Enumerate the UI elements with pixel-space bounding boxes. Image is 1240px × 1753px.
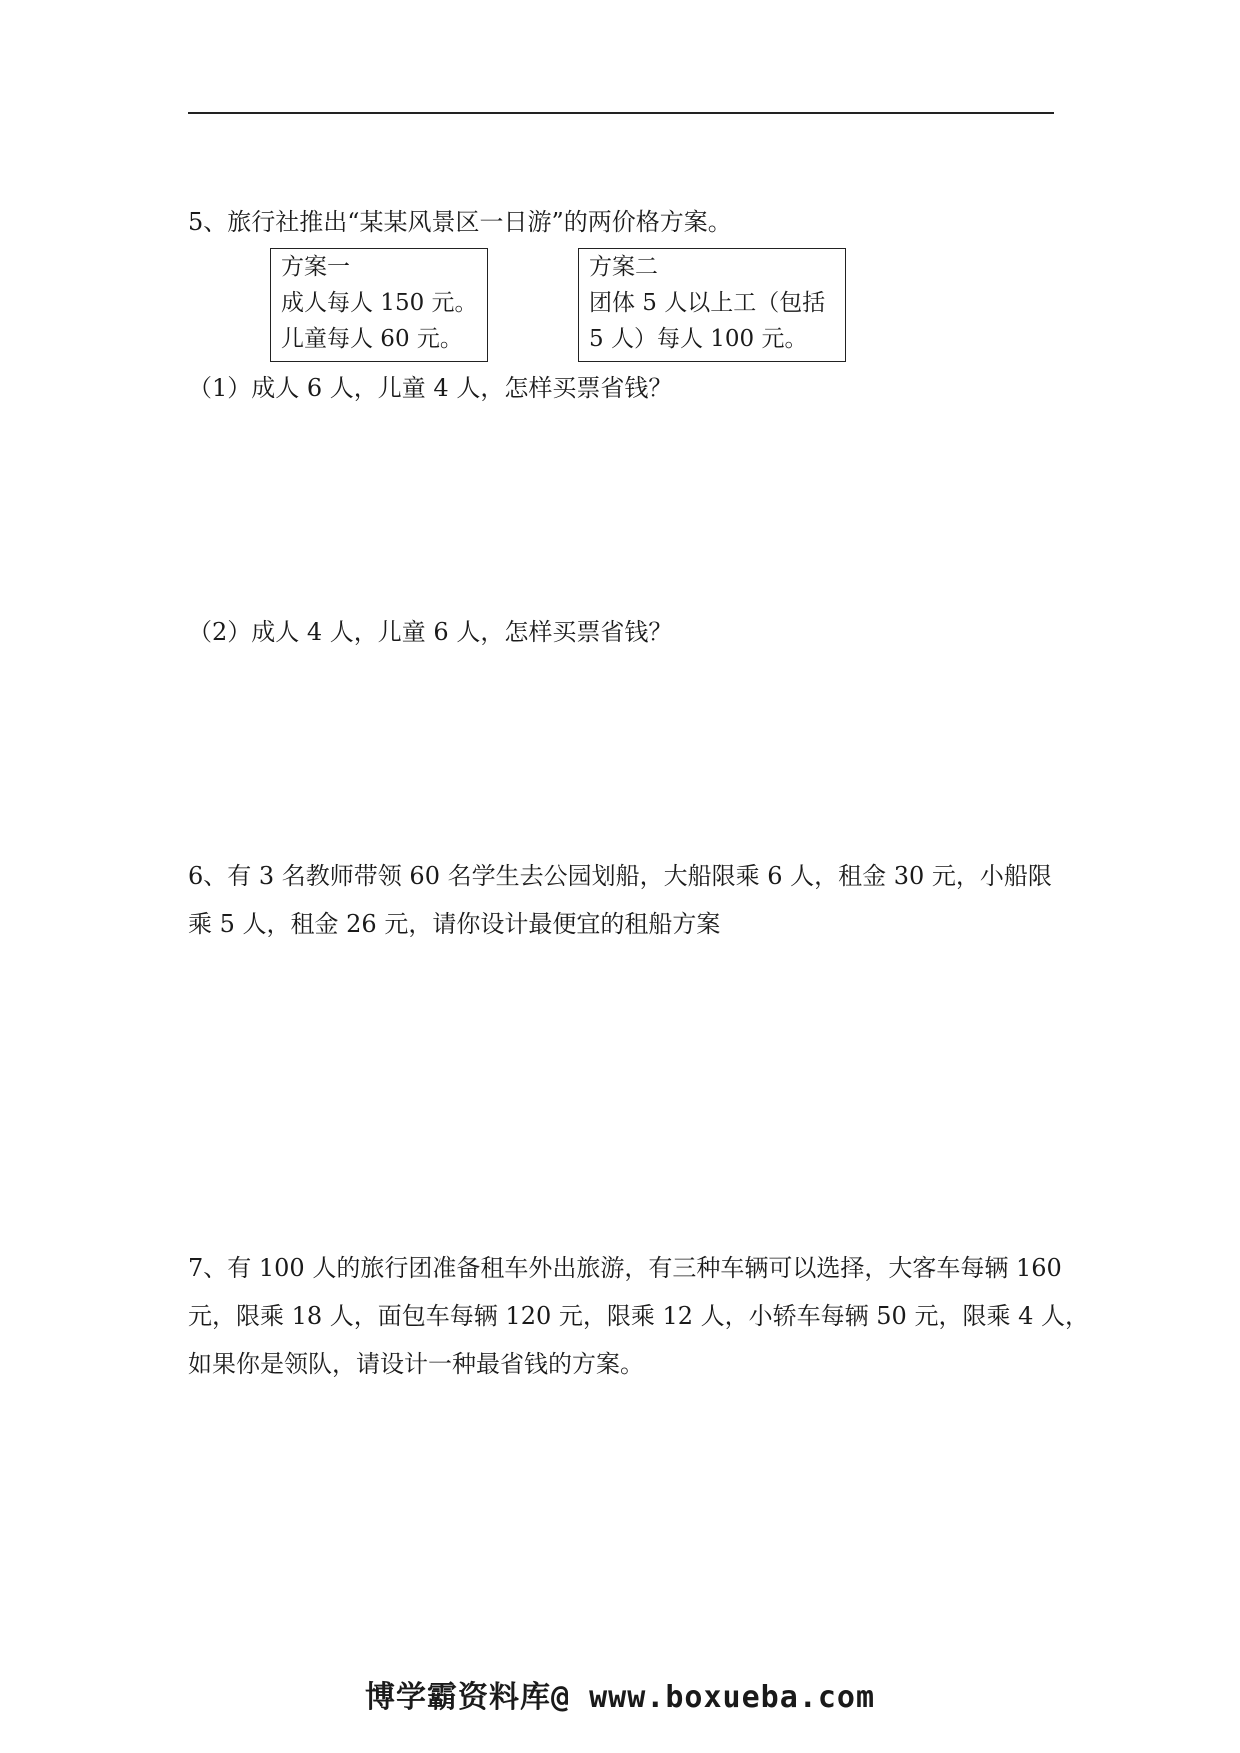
q7-line1: 7、有 100 人的旅行团准备租车外出旅游，有三种车辆可以选择，大客车每辆 160 bbox=[188, 1254, 1062, 1282]
plan2-line1: 团体 5 人以上工（包括 bbox=[589, 290, 826, 316]
q6-line1: 6、有 3 名教师带领 60 名学生去公园划船，大船限乘 6 人，租金 30 元，小船限 bbox=[188, 862, 1052, 890]
q7-line3: 如果你是领队，请设计一种最省钱的方案。 bbox=[188, 1350, 644, 1378]
plan1-line2: 儿童每人 60 元。 bbox=[281, 326, 463, 352]
q5-sub1: （1）成人 6 人，儿童 4 人，怎样买票省钱？ bbox=[188, 374, 673, 402]
plan1-box bbox=[270, 248, 488, 362]
q7-line2: 元，限乘 18 人，面包车每辆 120 元，限乘 12 人，小轿车每辆 50 元，限乘 4 人， bbox=[188, 1302, 1089, 1330]
footer-watermark: 博学霸资料库@ www.boxueba.com bbox=[364, 1680, 876, 1715]
plan2-box bbox=[578, 248, 846, 362]
q5-sub2: （2）成人 4 人，儿童 6 人，怎样买票省钱？ bbox=[188, 618, 673, 646]
header-rule bbox=[188, 112, 1054, 114]
q5-title: 5、旅行社推出“某某风景区一日游”的两价格方案。 bbox=[188, 208, 732, 236]
plan2-line2: 5 人）每人 100 元。 bbox=[589, 326, 808, 352]
q6-text bbox=[188, 852, 1054, 948]
plan2-heading: 方案二 bbox=[589, 254, 658, 280]
plan1-line1: 成人每人 150 元。 bbox=[281, 290, 478, 316]
q7-text bbox=[188, 1244, 1089, 1388]
q6-line2: 乘 5 人，租金 26 元，请你设计最便宜的租船方案 bbox=[188, 910, 721, 938]
plan1-heading: 方案一 bbox=[281, 254, 350, 280]
